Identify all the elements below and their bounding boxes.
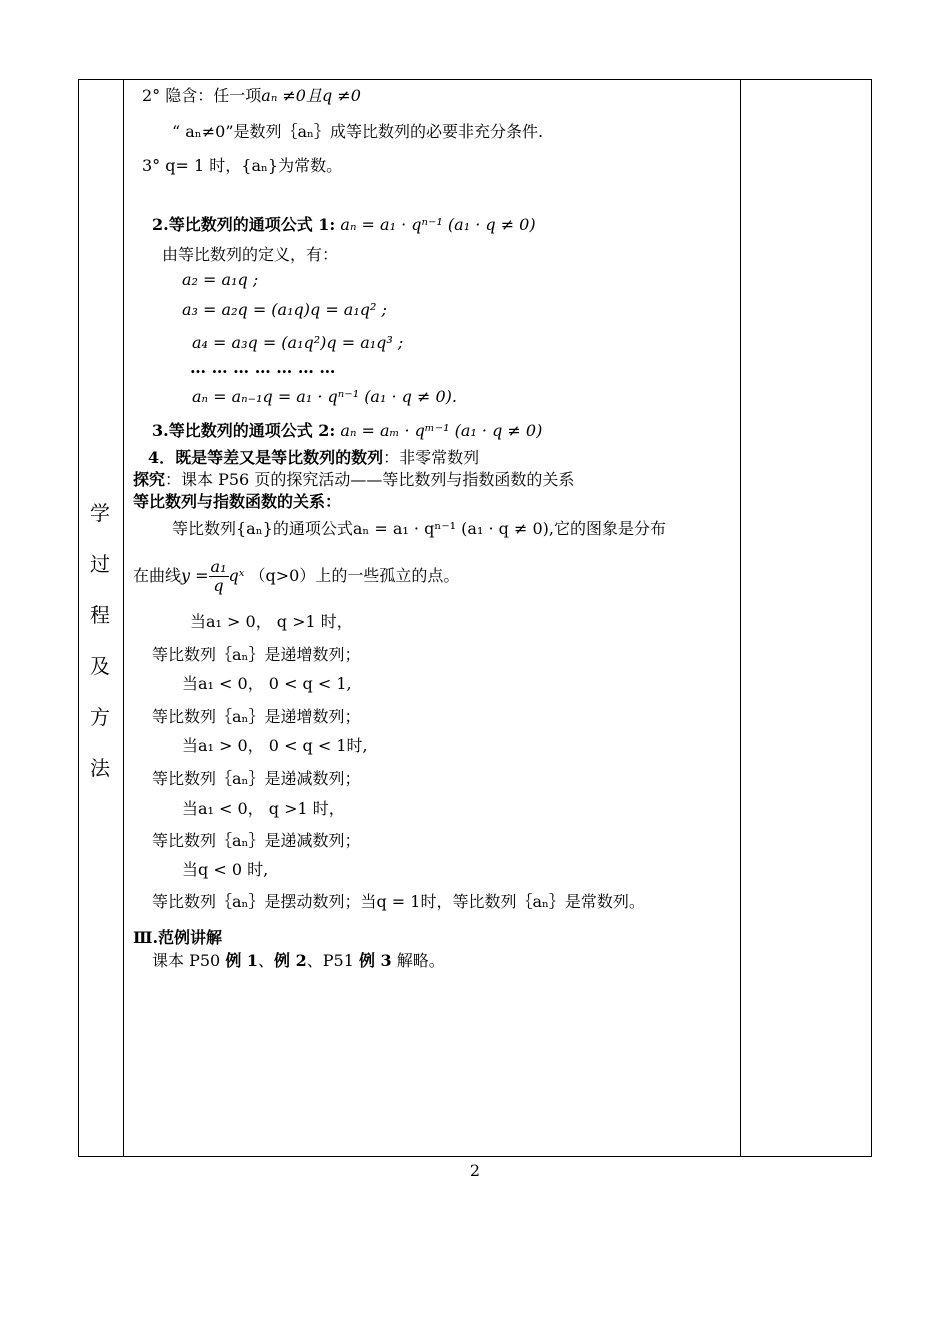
case-1-result: 等比数列｛aₙ｝是递增数列； [152,645,361,664]
constant-case-line: 3° q= 1 时，{aₙ}为常数。 [142,156,343,175]
case-5-result: 等比数列｛aₙ｝是摆动数列；当q = 1时，等比数列｛aₙ｝是常数列。 [152,892,645,911]
case-3-result: 等比数列｛aₙ｝是递减数列； [152,769,361,788]
examples-line: 课本 P50 例 1、例 2、P51 例 3 解略。 [152,951,445,970]
fraction: $\frac{\text{a₁}}{q}$ [210,557,227,595]
side-char: 过 [90,552,110,576]
constant-sequence-heading: 4．既是等差又是等比数列的数列：非零常数列 [148,448,480,467]
case-3-condition: 当a₁ > 0， 0 < q < 1时, [182,736,368,755]
side-label [84,488,116,794]
case-5-condition: 当q < 0 时, [182,860,269,879]
side-char: 及 [90,654,110,678]
implied-condition-line: 2° 隐含：任一项aₙ ≠0且q ≠0 [142,86,361,105]
examples-heading: Ⅲ.范例讲解 [133,928,223,947]
case-4-condition: 当a₁ < 0， q >1 时， [182,799,345,818]
side-char: 方 [90,705,110,729]
side-char: 学 [90,501,110,525]
case-1-condition: 当a₁ > 0， q >1 时， [190,612,353,631]
derivation-step-2: a₃ = a₂q = (a₁q)q = a₁q² ; [182,300,387,319]
necessary-condition-line: “ aₙ≠0”是数列｛aₙ｝成等比数列的必要非充分条件. [172,122,544,141]
column-divider-right [740,80,741,1156]
side-char: 程 [90,603,110,627]
case-4-result: 等比数列｛aₙ｝是递减数列； [152,831,361,850]
relation-line-2: 在曲线y = $\frac{\text{a₁}}{q}$ qˣ （q>0）上的一些孤立的点。 [133,557,460,595]
formula-1-heading: 2.等比数列的通项公式 1: aₙ = a₁ · qⁿ⁻¹ (a₁ · q ≠ 0) [152,215,536,234]
column-divider-left [123,80,124,1156]
side-char: 法 [90,756,110,780]
derivation-step-4: aₙ = aₙ₋₁q = a₁ · qⁿ⁻¹ (a₁ · q ≠ 0). [192,387,457,406]
derivation-step-3: a₄ = a₃q = (a₁q²)q = a₁q³ ; [192,333,404,352]
derivation-dots: … … … … … … … [190,358,336,377]
relation-heading: 等比数列与指数函数的关系： [133,492,342,511]
page-number: 2 [469,1161,481,1180]
formula-2-heading: 3.等比数列的通项公式 2: aₙ = aₘ · qᵐ⁻¹ (a₁ · q ≠ 0) [152,421,543,440]
relation-line-1: 等比数列{aₙ}的通项公式aₙ = a₁ · qⁿ⁻¹ (a₁ · q ≠ 0),它的图象是分布 [172,519,666,538]
case-2-condition: 当a₁ < 0， 0 < q < 1, [182,674,352,693]
derivation-step-1: a₂ = a₁q ; [182,270,259,289]
case-2-result: 等比数列｛aₙ｝是递增数列； [152,707,361,726]
definition-line: 由等比数列的定义，有： [162,245,339,264]
explore-line: 探究：课本 P56 页的探究活动——等比数列与指数函数的关系 [133,470,575,489]
